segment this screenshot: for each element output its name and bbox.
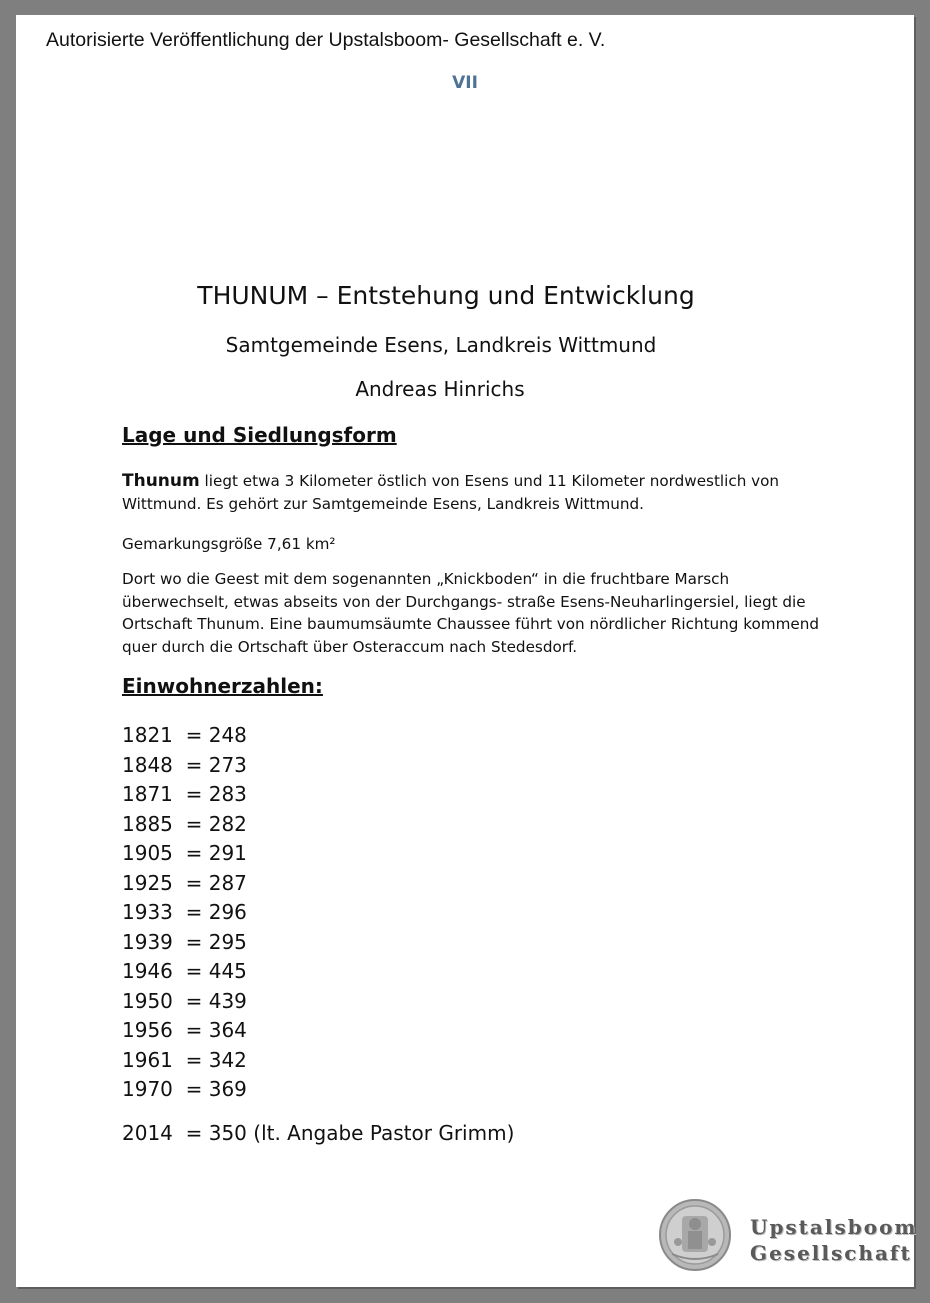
list-item: 1950 = 439 [122, 988, 247, 1013]
list-item: 1905 = 291 [122, 841, 247, 865]
population-2014: 2014 = 350 (lt. Angabe Pastor Grimm) [122, 1121, 515, 1145]
population-list [122, 721, 247, 1105]
paragraph-location-rest: liegt etwa 3 Kilometer östlich von Esens und 11 Kilometer nordwestlich von Wittmund. Es gehört zur Samtgemeinde Esens, Landkreis Wittmund. [122, 472, 780, 513]
paragraph-description: Dort wo die Geest mit dem sogenannten „Knickboden“ in die fruchtbare Marsch überwechselt, etwas abseits von der Durchgangs- straße Esens-Neuharlingersiel, liegt die Ortschaft Thunum. Eine baumumsäumte Chaussee führt von nördlicher Richtung kommend quer durch die Ortschaft über Osteraccum nach Stedesdorf. [122, 570, 820, 656]
header-text: Autorisierte Veröffentlichung der Upstalsboom- Gesellschaft e. V. [46, 29, 606, 51]
document-title: THUNUM – Entstehung und Entwicklung [197, 281, 695, 310]
list-item: 1933 = 296 [122, 900, 247, 924]
document-subtitle: Samtgemeinde Esens, Landkreis Wittmund [225, 333, 657, 357]
list-item: 1961 = 342 [122, 1047, 247, 1072]
heading-population: Einwohnerzahlen: [122, 674, 323, 698]
list-item: 1925 = 287 [122, 870, 247, 895]
page-number: VII [452, 73, 478, 93]
upstalsboom-logo [658, 1198, 918, 1278]
list-item: 1871 = 283 [122, 782, 247, 806]
list-item: 1970 = 369 [122, 1077, 247, 1101]
list-item: 1956 = 364 [122, 1018, 247, 1042]
logo-text [750, 1214, 918, 1266]
list-item: 1939 = 295 [122, 929, 247, 954]
heading-lage: Lage und Siedlungsform [122, 423, 397, 447]
logo-line2: Gesellschaft [750, 1241, 912, 1265]
list-item: 1821 = 248 [122, 723, 247, 747]
document-page [16, 15, 918, 1287]
paragraph-location [122, 470, 822, 515]
paragraph-area: Gemarkungsgröße 7,61 km² [122, 535, 336, 553]
paragraph-location-lead: Thunum [122, 471, 200, 491]
seal-icon [658, 1198, 732, 1272]
list-item: 1885 = 282 [122, 811, 247, 836]
logo-line1: Upstalsboom [750, 1215, 918, 1239]
document-author: Andreas Hinrichs [355, 377, 525, 401]
list-item: 1848 = 273 [122, 752, 247, 777]
list-item: 1946 = 445 [122, 959, 247, 983]
